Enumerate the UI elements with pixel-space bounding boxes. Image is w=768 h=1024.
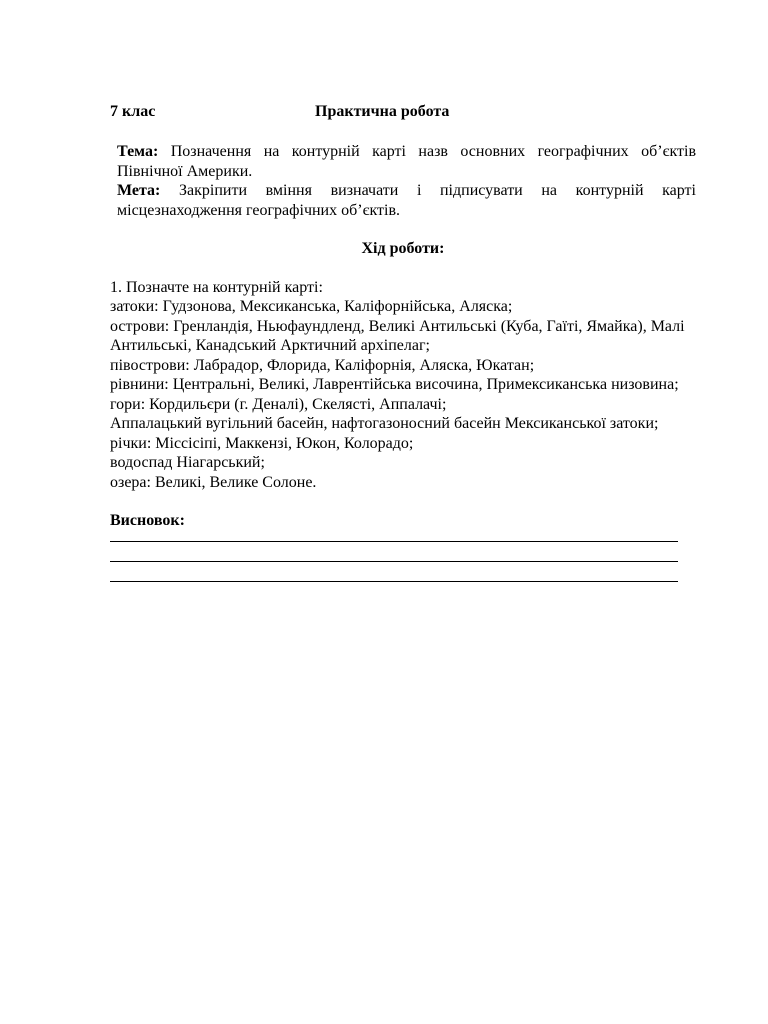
task-item-mountains: гори: Кордильєри (г. Деналі), Скелясті, Аппалачі; (110, 395, 447, 413)
goal-paragraph (117, 181, 696, 220)
task-list (110, 278, 696, 493)
task-item-gulfs: затоки: Гудзонова, Мексиканська, Каліфорнійська, Аляска; (110, 298, 513, 315)
task-item-islands: острови: Гренландія, Ньюфаундленд, Великі Антильські (Куба, Гаїті, Ямайка), Малі Антильські, Канадський Арктичний архіпелаг; (110, 317, 685, 354)
goal-label: Мета: (117, 182, 161, 199)
page-title: Практична робота (315, 103, 450, 120)
conclusion-answer-line[interactable] (110, 531, 678, 542)
conclusion-answer-line[interactable] (110, 562, 678, 582)
header (110, 102, 696, 124)
task-item-rivers: річки: Міссісіпі, Маккензі, Юкон, Колорадо; (110, 434, 414, 452)
task-item-basins: Аппалацький вугільний басейн, нафтогазоносний басейн Мексиканської затоки; (110, 415, 659, 432)
task-item-lakes: озера: Великі, Велике Солоне. (110, 473, 317, 491)
conclusion-answer-line[interactable] (110, 542, 678, 562)
grade-label: 7 клас (110, 103, 156, 120)
conclusion-label: Висновок: (110, 512, 185, 529)
topic-label: Тема: (117, 143, 159, 160)
task-item-waterfall: водоспад Ніагарський; (110, 454, 265, 471)
goal-text: Закріпити вміння визначати і підписувати на контурній карті місцезнаходження географічних об’єктів. (117, 182, 696, 219)
task-intro: 1. Позначте на контурній карті: (110, 278, 323, 296)
worksheet-page (110, 102, 696, 582)
section-title: Хід роботи: (361, 240, 445, 257)
task-item-plains: рівнини: Центральні, Великі, Лаврентійська височина, Примексиканська низовина; (110, 376, 679, 393)
task-item-peninsulas: півострови: Лабрадор, Флорида, Каліфорнія, Аляска, Юкатан; (110, 356, 535, 374)
topic-paragraph (117, 142, 696, 181)
topic-text: Позначення на контурній карті назв основних географічних об’єктів Північної Америки. (117, 143, 696, 180)
topic-goal-block (117, 142, 696, 220)
